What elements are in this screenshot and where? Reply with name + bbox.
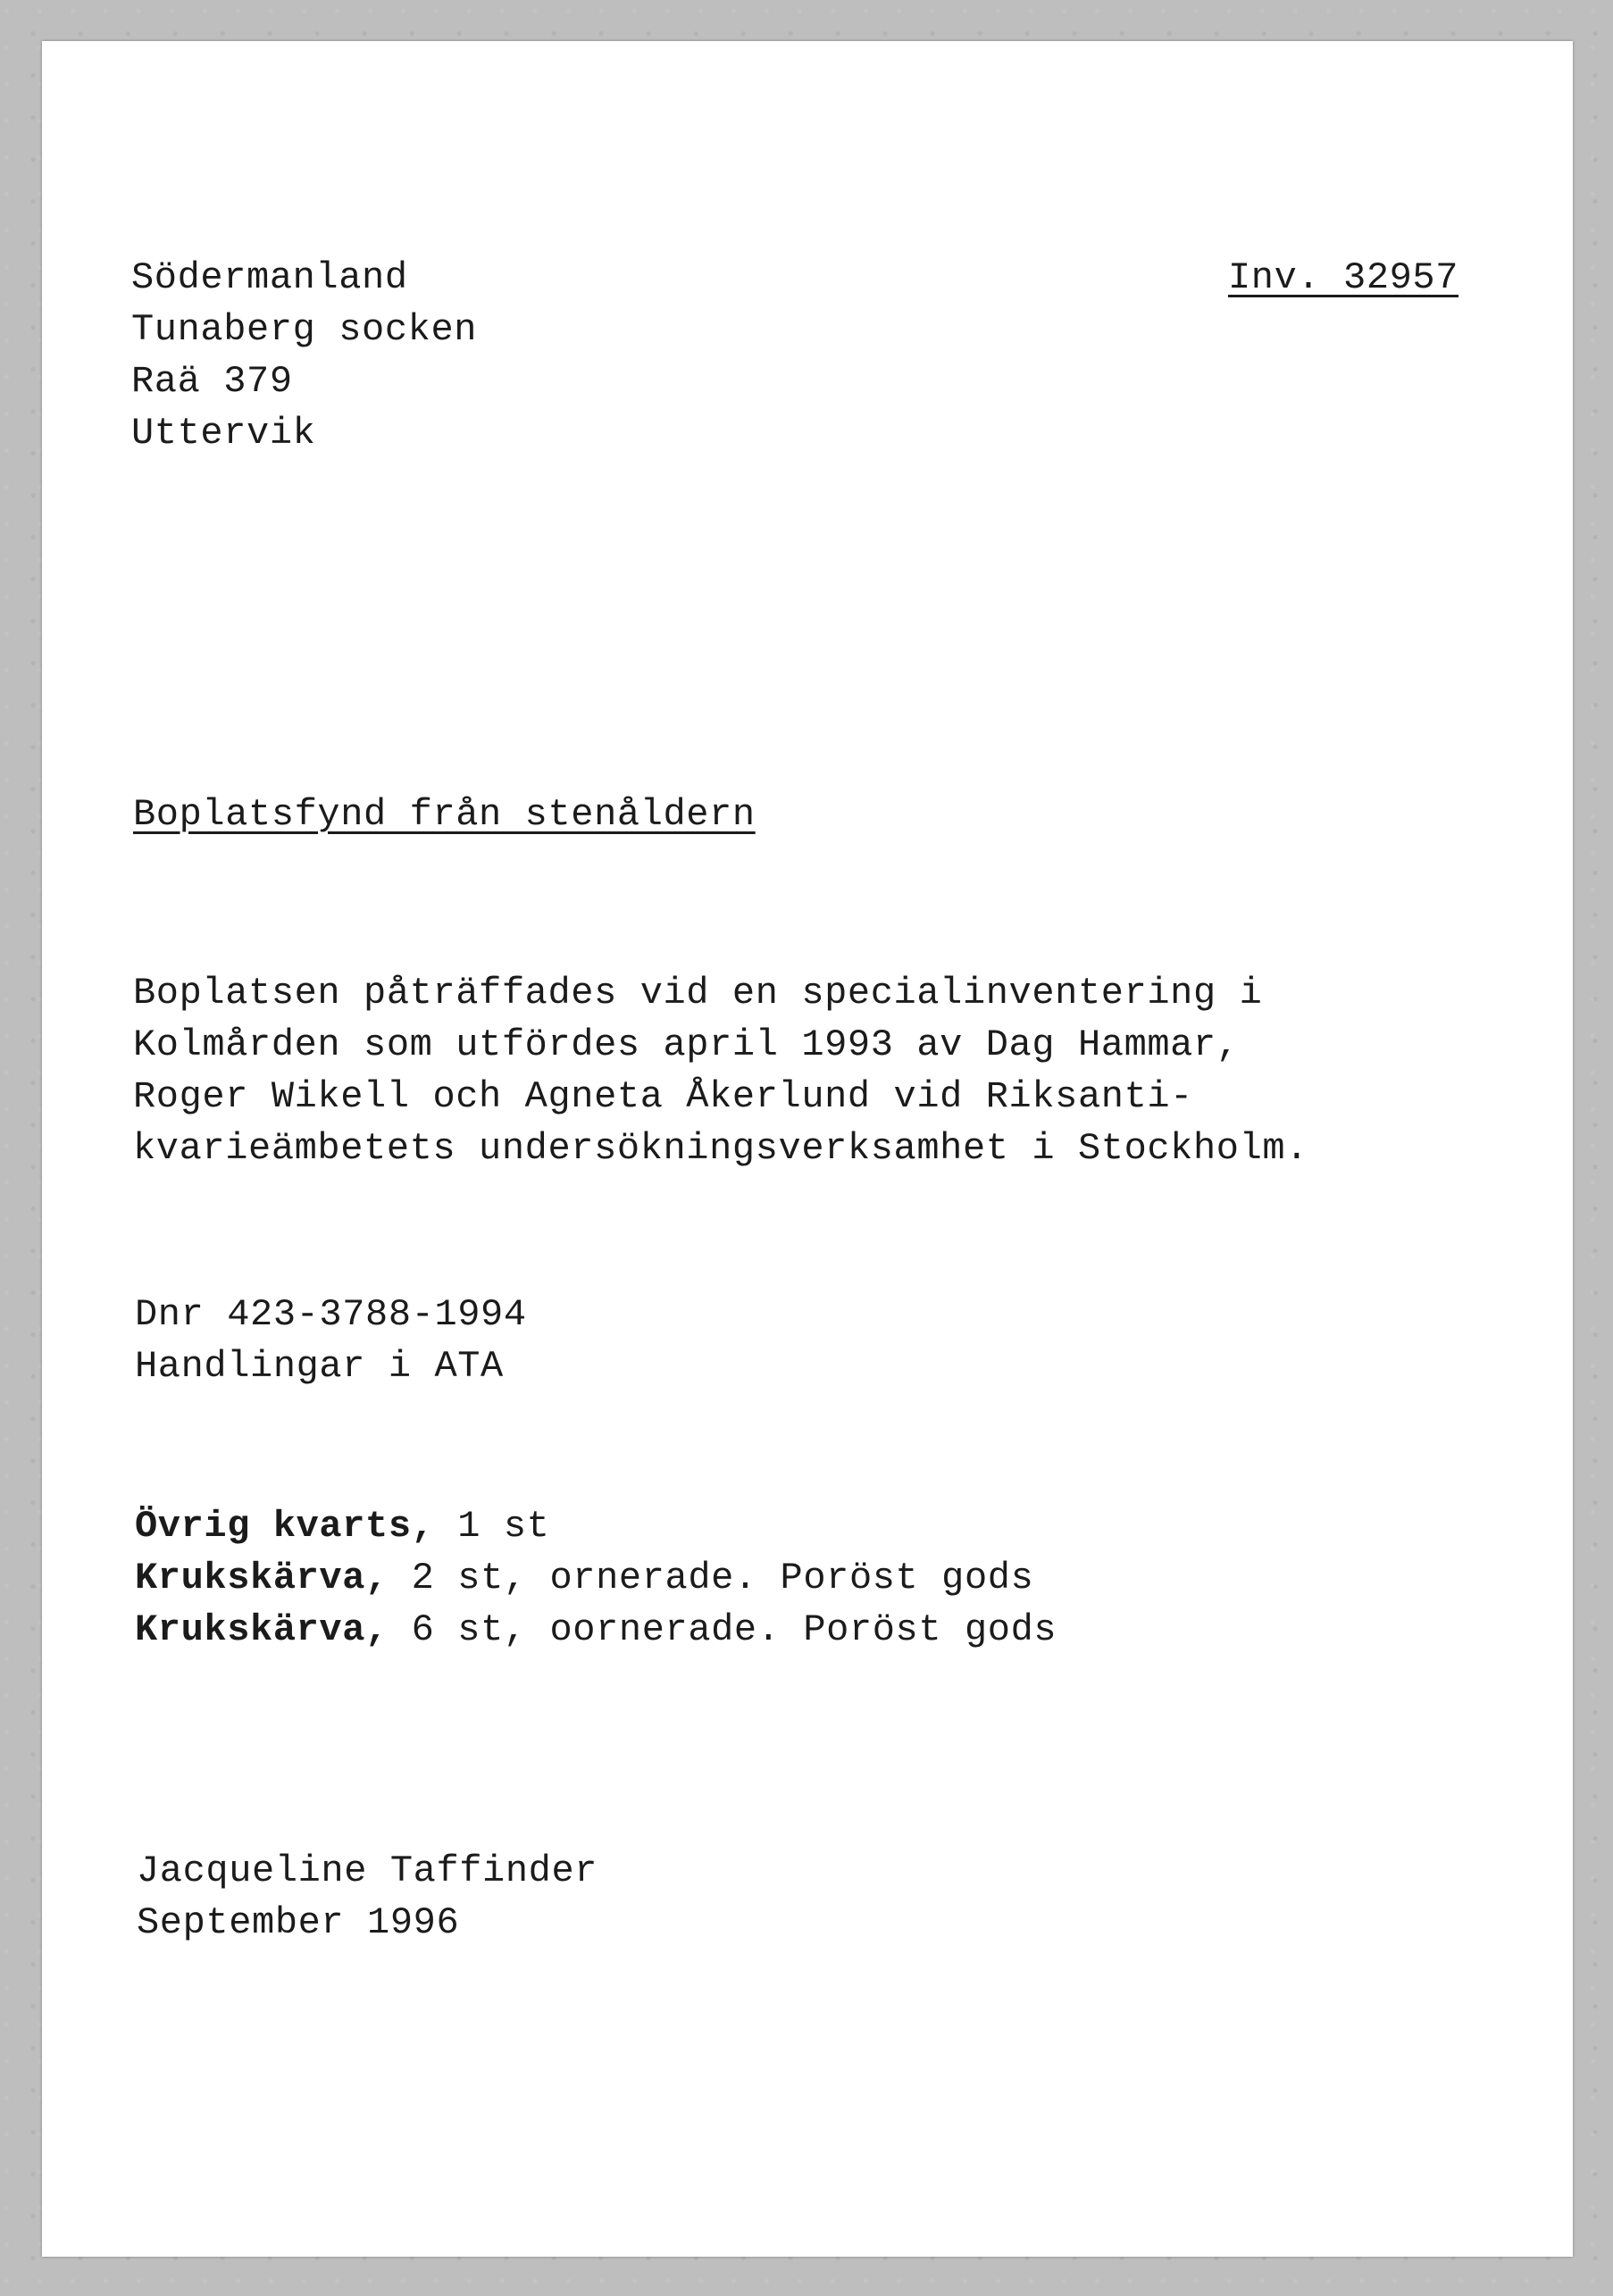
document-title: Boplatsfynd från stenåldern	[133, 793, 756, 836]
find-details: 6 st, oornerade. Poröst gods	[388, 1608, 1057, 1651]
raa-number: Raä 379	[131, 360, 293, 403]
inventory-number: Inv. 32957	[1228, 256, 1459, 299]
description-line: kvarieämbetets undersökningsverksamhet i Stockholm.	[133, 1127, 1309, 1170]
description-line: Roger Wikell och Agneta Åkerlund vid Riksanti-	[133, 1075, 1193, 1118]
region-name: Södermanland	[131, 256, 408, 299]
parish-name: Tunaberg socken	[131, 308, 478, 351]
find-name: Krukskärva,	[135, 1608, 389, 1651]
find-details: 1 st	[434, 1505, 550, 1548]
find-item	[135, 1500, 550, 1552]
signature-date: September 1996	[137, 1901, 460, 1944]
description-line: Boplatsen påträffades vid en specialinventering i	[133, 972, 1263, 1014]
find-item	[135, 1552, 1033, 1604]
document-page	[42, 41, 1573, 2257]
find-name: Övrig kvarts,	[135, 1505, 435, 1548]
find-name: Krukskärva,	[135, 1557, 389, 1599]
description-line: Kolmården som utfördes april 1993 av Dag Hammar,	[133, 1023, 1240, 1066]
dnr-reference: Dnr 423-3788-1994	[135, 1293, 527, 1336]
author-name: Jacqueline Taffinder	[137, 1849, 598, 1892]
archive-reference: Handlingar i ATA	[135, 1345, 504, 1388]
find-item	[135, 1604, 1057, 1656]
place-name: Uttervik	[131, 412, 316, 455]
find-details: 2 st, ornerade. Poröst gods	[388, 1557, 1034, 1599]
